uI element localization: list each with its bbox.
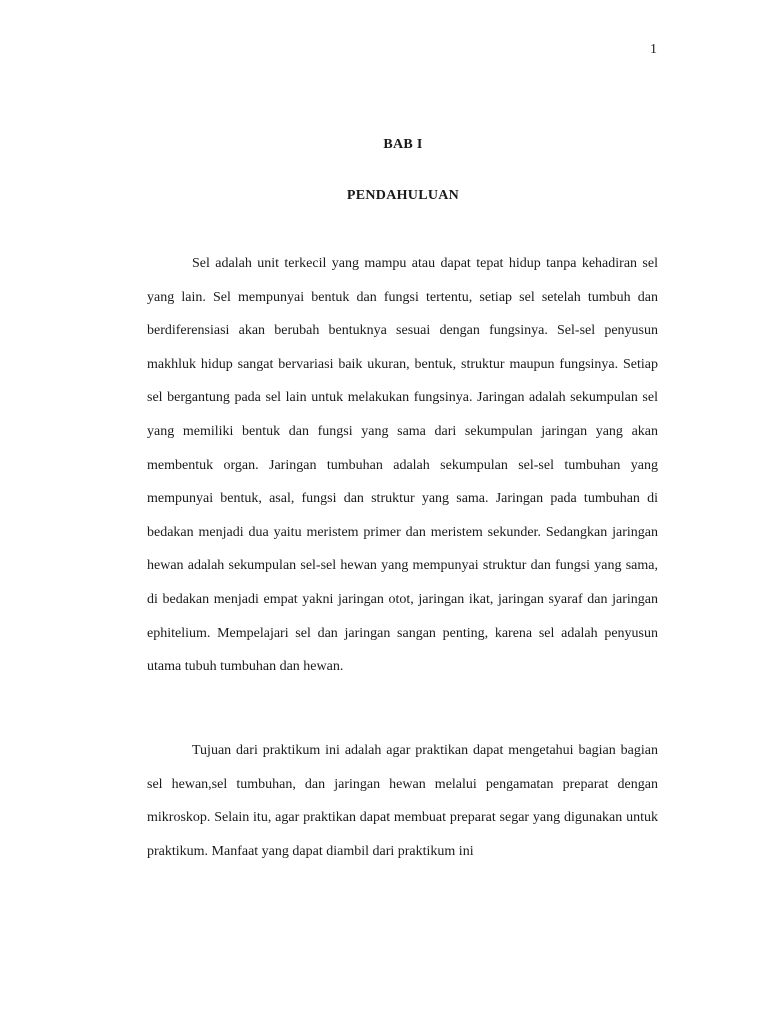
chapter-heading: BAB I (383, 137, 423, 152)
chapter-title: PENDAHULUAN (346, 188, 460, 203)
body-paragraph: Sel adalah unit terkecil yang mampu atau dapat tepat hidup tanpa kehadiran sel yang lain. Sel mempunyai bentuk dan fungsi tertentu, setiap sel setelah tumbuh dan berdiferensiasi akan berubah bentuknya sesuai dengan fungsinya. Sel-sel penyusun makhluk hidup sangat bervariasi baik ukuran, bentuk, struktur maupun fungsinya. Setiap sel bergantung pada sel lain untuk melakukan fungsinya. Jaringan adalah sekumpulan sel yang memiliki bentuk dan fungsi yang sama dari sekumpulan jaringan yang akan membentuk organ. Jaringan tumbuhan adalah sekumpulan sel-sel tumbuhan yang mempunyai bentuk, asal, fungsi dan struktur yang sama. Jaringan pada tumbuhan di bedakan menjadi dua yaitu meristem primer dan meristem sekunder. Sedangkan jaringan hewan adalah sekumpulan sel-sel hewan yang mempunyai struktur dan fungsi yang sama, di bedakan menjadi empat yakni jaringan otot, jaringan ikat, jaringan syaraf dan jaringan ephitelium. Mempelajari sel dan jaringan sangan penting, karena sel adalah penyusun utama tubuh tumbuhan dan hewan. (147, 256, 658, 675)
body-paragraph: Tujuan dari praktikum ini adalah agar praktikan dapat mengetahui bagian bagian sel hewan,sel tumbuhan, dan jaringan hewan melalui pengamatan preparat dengan mikroskop. Selain itu, agar praktikan dapat membuat preparat segar yang digunakan untuk praktikum. Manfaat yang dapat diambil dari praktikum ini (147, 743, 658, 859)
page-number: 1 (650, 42, 657, 57)
